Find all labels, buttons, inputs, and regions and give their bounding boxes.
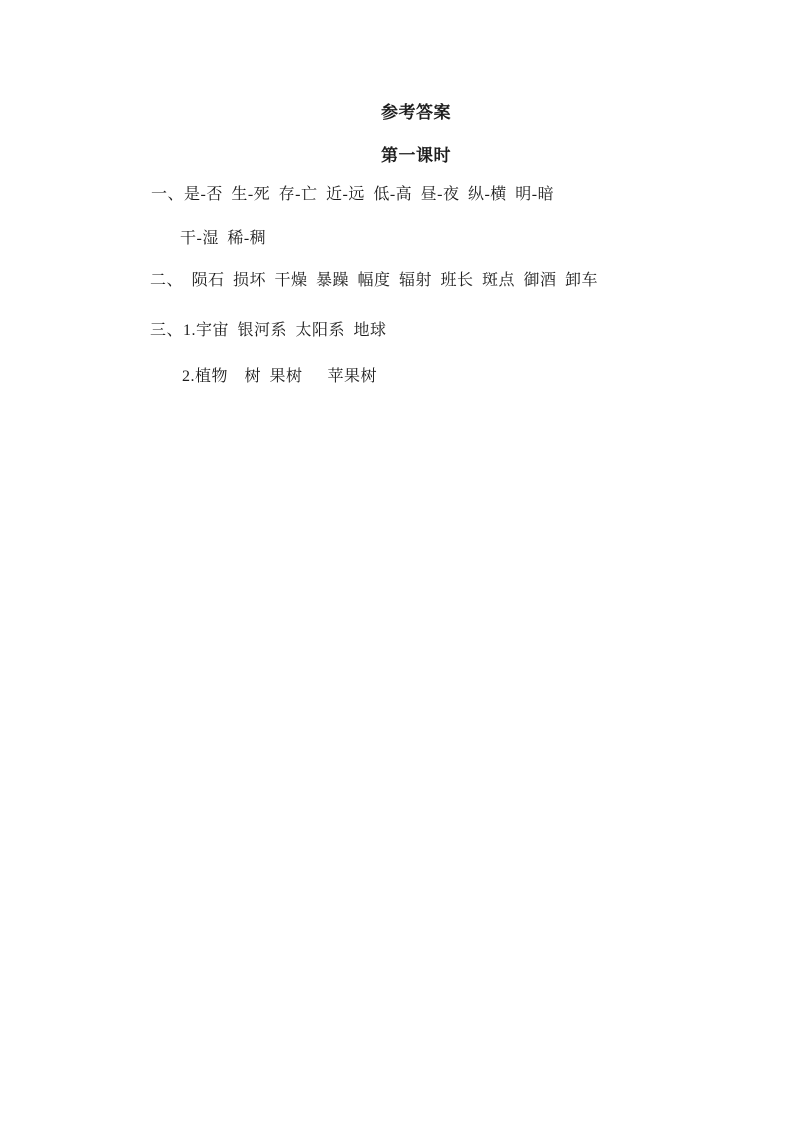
section-heading: 第一课时 (381, 146, 451, 165)
answer-line-1-continued: 干-湿 稀-稠 (180, 230, 267, 247)
answer-line-3-part1: 三、1.宇宙 银河系 太阳系 地球 (150, 322, 387, 339)
document-title: 参考答案 (381, 103, 451, 122)
answer-line-3-part2: 2.植物 树 果树 苹果树 (182, 368, 378, 385)
answer-line-2: 二、 陨石 损坏 干燥 暴躁 幅度 辐射 班长 斑点 御酒 卸车 (150, 272, 599, 289)
answer-line-1: 一、是-否 生-死 存-亡 近-远 低-高 昼-夜 纵-横 明-暗 (151, 186, 555, 203)
